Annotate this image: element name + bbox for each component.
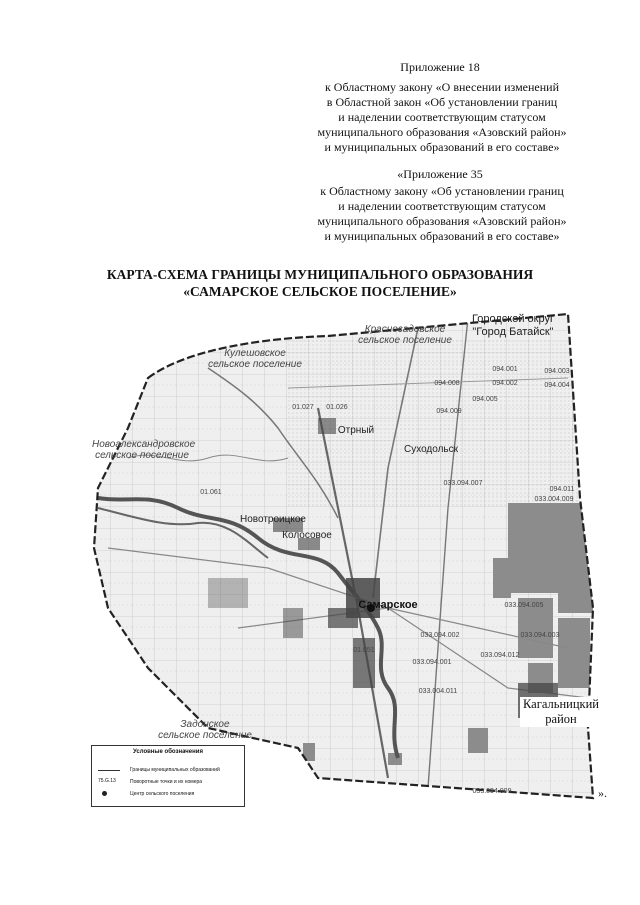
- legend-label: Центр сельского поселения: [130, 791, 195, 797]
- appendix-35-label: «Приложение 35: [397, 167, 483, 181]
- point-label: 094.002: [492, 380, 518, 387]
- kolosovo-settlement-label: Колосовое: [282, 530, 332, 541]
- desc-line: муниципального образования «Азовский район»: [317, 125, 567, 139]
- novotroitskoe-settlement-label: Новотроицкое: [240, 514, 306, 525]
- point-label: 094.011: [549, 486, 575, 493]
- legend-label: Границы муниципальных образований: [130, 767, 220, 773]
- legend-item-points: [96, 778, 242, 788]
- point-label: 094.008: [434, 380, 460, 387]
- point-label: 033.004.009: [534, 496, 574, 503]
- legend-title: Условные обозначения: [133, 749, 203, 755]
- otorny-settlement-label: Отрный: [337, 425, 375, 436]
- point-label: 094.001: [492, 366, 518, 373]
- desc-line: и наделении соответствующим статусом: [338, 199, 546, 213]
- zadonskoe-label: Задонское сельское поселение: [158, 719, 252, 741]
- legend-item-center: [96, 790, 242, 800]
- map-title-line2: «САМАРСКОЕ СЕЛЬСКОЕ ПОСЕЛЕНИЕ»: [183, 284, 457, 299]
- bataysk-district-label: Городской округ "Город Батайск": [472, 313, 554, 338]
- point-label: 033.094.001: [412, 659, 452, 666]
- kuleshovskoe-label: Кулешовское сельское поселение: [208, 348, 302, 370]
- appendix-18-label: Приложение 18: [400, 60, 480, 74]
- point-label: 094.004: [544, 382, 570, 389]
- desc-line: и муниципальных образований в его составе»: [324, 140, 560, 154]
- point-label: 01.051: [353, 647, 375, 654]
- point-label: 033.094.005: [504, 602, 544, 609]
- point-label: 094.003: [544, 368, 570, 375]
- samarskoe-settlement-label: Самарское: [358, 599, 418, 611]
- closing-quote: ».: [598, 786, 607, 800]
- point-label: 033.004.011: [418, 688, 458, 695]
- map-title-line1: КАРТА-СХЕМА ГРАНИЦЫ МУНИЦИПАЛЬНОГО ОБРАЗОВАНИЯ: [106, 267, 534, 282]
- map-title: [0, 266, 640, 300]
- legend-item-boundary: [96, 766, 242, 776]
- point-label: 033.094.007: [443, 480, 483, 487]
- point-label: 033.094.012: [480, 652, 520, 659]
- desc-line: в Областной закон «Об установлении границ: [326, 95, 558, 109]
- kagalnitsky-district-label: Кагальницкий район: [520, 697, 602, 727]
- point-symbol: 75.G.13: [98, 778, 116, 784]
- desc-line: и наделении соответствующим статусом: [338, 110, 546, 124]
- map-legend: [91, 745, 245, 807]
- point-label: 01.026: [326, 404, 348, 411]
- desc-line: к Областному закону «О внесении изменений: [324, 80, 560, 94]
- point-label: 033.094.002: [420, 632, 460, 639]
- krasnosadovskoe-label: Красносадовское сельское поселение: [358, 324, 452, 346]
- point-label: 01.061: [200, 489, 222, 496]
- legend-label: Поворотные точки и их номера: [130, 779, 203, 785]
- desc-line: к Областному закону «Об установлении границ: [320, 184, 564, 198]
- point-label: 01.027: [292, 404, 314, 411]
- novoaleksandrovskoe-label: Новоалександровское сельское поселение: [92, 439, 196, 461]
- appendix-35-description: [292, 184, 592, 244]
- desc-line: муниципального образования «Азовский район»: [317, 214, 567, 228]
- point-label: 033.094.003: [520, 632, 560, 639]
- sukhodolsk-settlement-label: Суходольск: [403, 444, 459, 455]
- center-dot-icon: [98, 790, 122, 798]
- point-label: 033.094.009: [472, 788, 512, 795]
- point-label: 094.009: [436, 408, 462, 415]
- boundary-line-symbol: [98, 766, 122, 774]
- point-label: 094.005: [472, 396, 498, 403]
- appendix-18-description: [292, 80, 592, 155]
- desc-line: и муниципальных образований в его составе»: [324, 229, 560, 243]
